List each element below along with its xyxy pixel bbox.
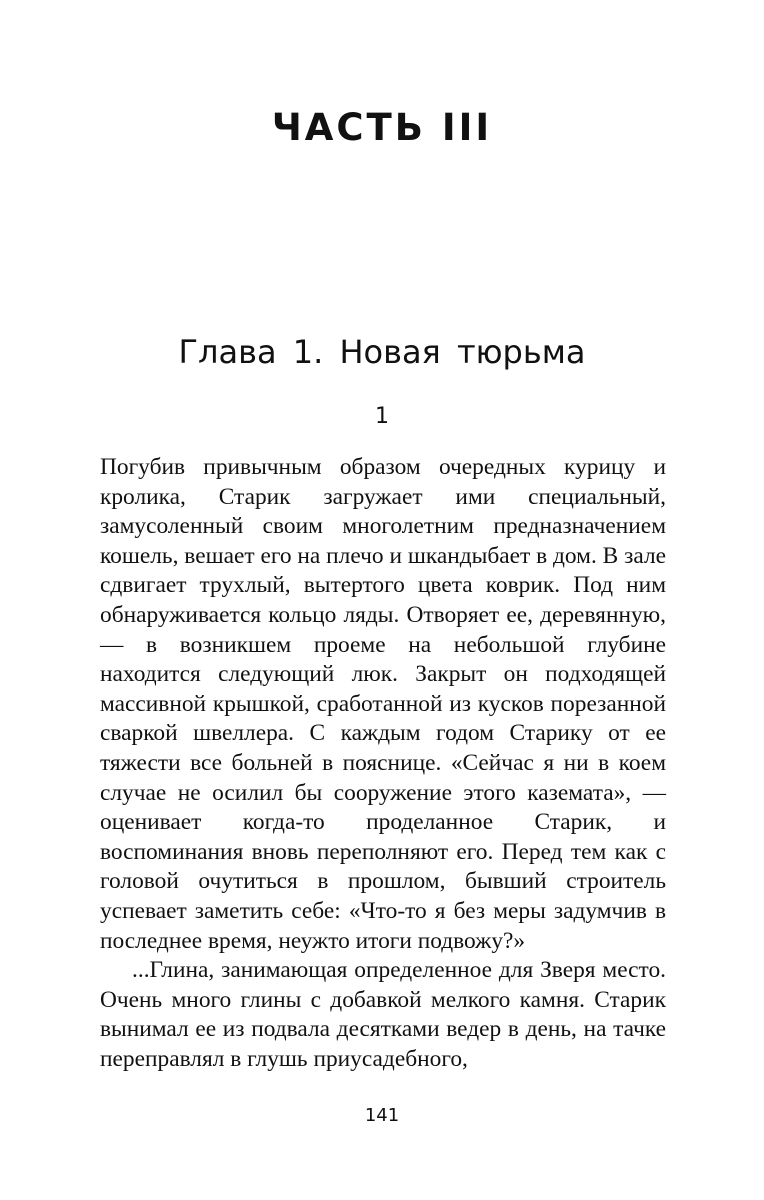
paragraph-1: Погубив привычным образом очередных курицу и кролика, Старик загружает ими специальный, замусоленный своим многолетним предназначением кошель, вешает его на плечо и шкандыбает в дом. В зале сдвигает трухлый, вытертого цвета коврик. Под ним обнаруживается кольцо ляды. Отворяет ее, деревянную, — в возникшем проеме на небольшой глубине находится следующий люк. Закрыт он подходящей массивной крышкой, сработанной из кусков порезанной сваркой швеллера. С каждым годом Старику от ее тяжести все больней в пояснице. «Сейчас я ни в коем случае не осилил бы сооружение этого каземата», — оценивает когда-то проделанное Старик, и воспоминания вновь переполняют его. Перед тем как с головой очутиться в прошлом, бывший строитель успевает заметить себе: «Что-то я без меры задумчив в последнее время, неужто итоги подвожу?» (100, 454, 666, 954)
part-title: ЧАСТЬ III (271, 106, 493, 149)
body-text (100, 453, 666, 1074)
page-number: 141 (364, 1105, 400, 1126)
paragraph-2: ...Глина, занимающая определенное для Зверя место. Очень много глины с добавкой мелкого камня. Старик вынимал ее из подвала десятками ведер в день, на тачке переправлял в глушь приусадебного, (100, 957, 666, 1072)
section-number: 1 (375, 404, 389, 429)
chapter-title: Глава 1. Новая тюрьма (178, 333, 586, 371)
